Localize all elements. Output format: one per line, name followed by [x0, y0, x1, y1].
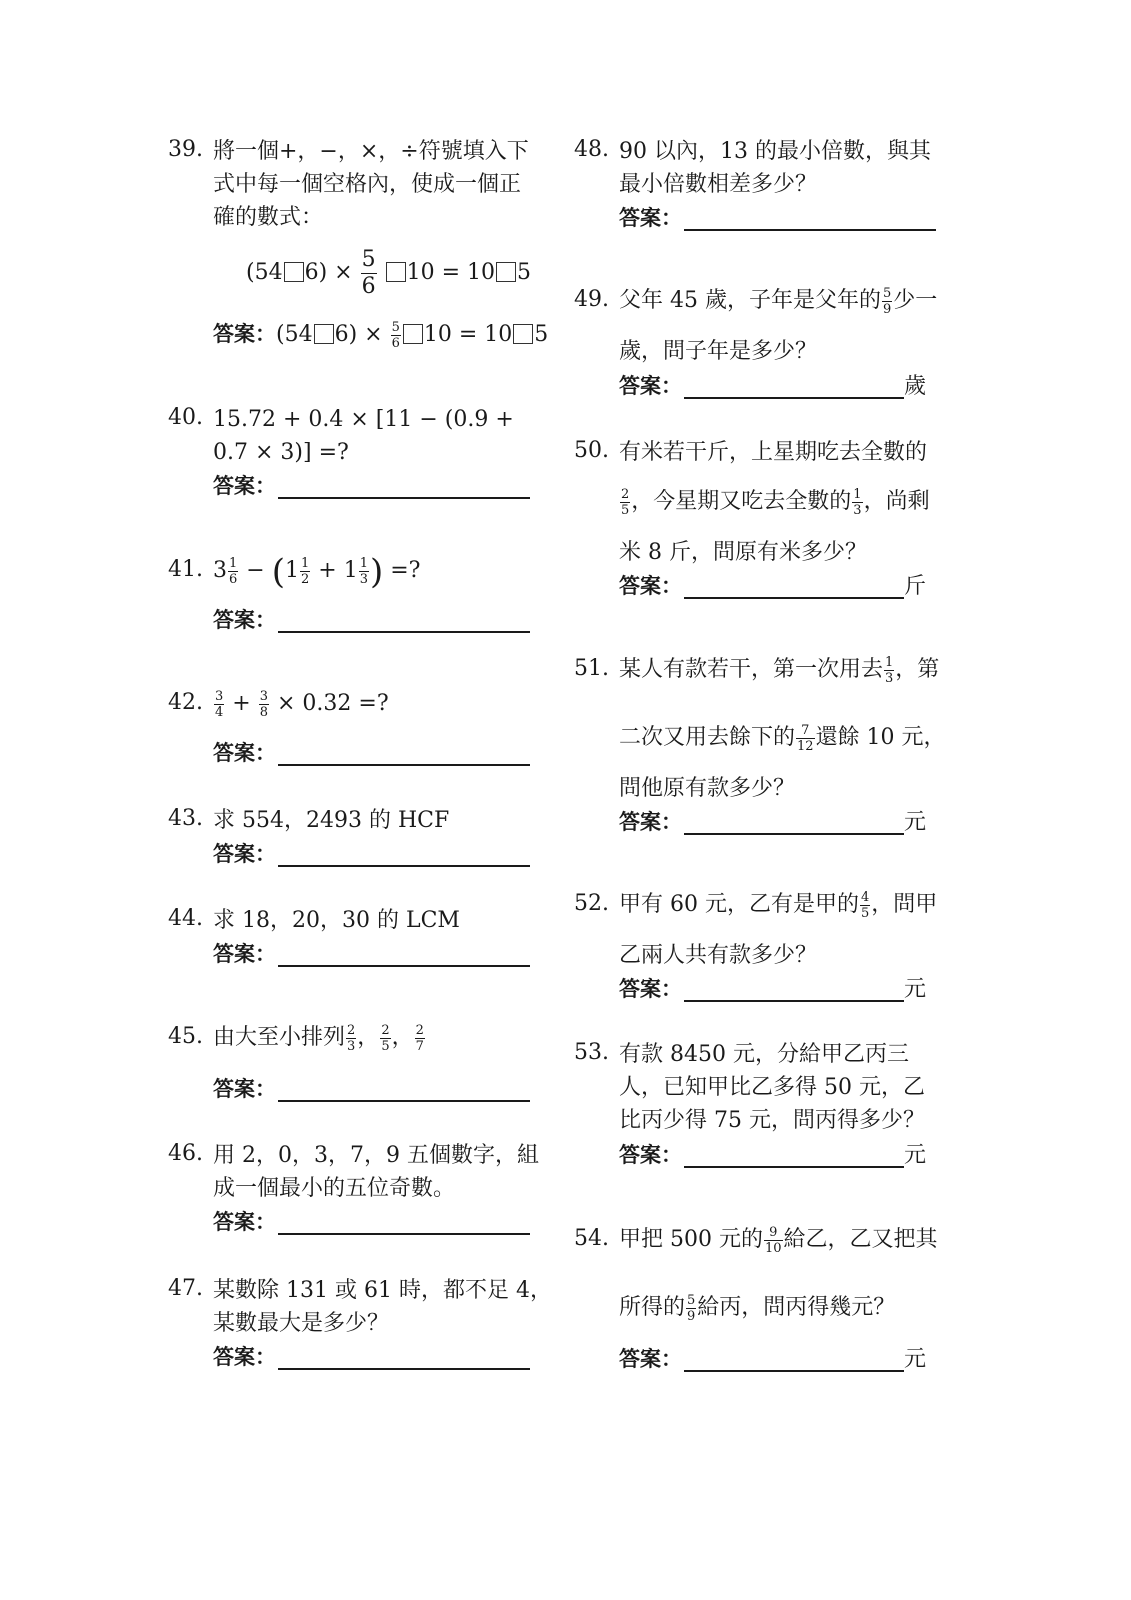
answer-row	[213, 605, 530, 636]
question-text: 求 554，2493 的 HCF	[213, 808, 450, 833]
fraction: $\frac{5}{9}$	[882, 285, 892, 317]
question-number: 42.	[168, 690, 203, 715]
answer-row: 答案：(54 6) × $\frac{5}{6}$ 10 = 10 5	[213, 319, 549, 351]
answer-label: 答案：	[619, 1347, 682, 1371]
answer-blank[interactable]	[684, 205, 936, 231]
question-text: 有米若干斤，上星期吃去全數的	[619, 440, 928, 465]
answer-unit: 歲	[904, 374, 927, 399]
fraction: $\frac{7}{12}$	[797, 722, 814, 754]
answer-blank[interactable]	[278, 607, 530, 633]
question-53	[574, 1040, 954, 1180]
question-text: 式中每一個空格內，使成一個正	[213, 172, 522, 197]
question-number: 53.	[574, 1040, 609, 1065]
question-number: 48.	[574, 137, 609, 162]
question-number: 51.	[574, 656, 609, 681]
blank-box	[386, 262, 406, 282]
answer-label: 答案：	[619, 206, 682, 230]
answer-row	[619, 1140, 926, 1171]
question-50	[574, 438, 954, 608]
fraction: $\frac{2}{5}$	[621, 486, 630, 518]
question-text: 二次又用去餘下的 $\frac{7}{12}$ 還餘 10 元，	[619, 722, 946, 754]
answer-blank[interactable]	[684, 1346, 904, 1372]
question-45	[168, 1024, 548, 1114]
answer-blank[interactable]	[278, 473, 530, 499]
question-text: 所得的 $\frac{5}{9}$ 給丙，問丙得幾元？	[619, 1292, 896, 1324]
blank-box	[284, 262, 304, 282]
answer-row	[213, 471, 530, 502]
fraction: $\frac{4}{5}$	[860, 889, 870, 921]
answer-row	[213, 1074, 530, 1105]
question-text: 乙兩人共有款多少？	[619, 943, 818, 968]
question-number: 50.	[574, 438, 609, 463]
question-text: 歲，問子年是多少？	[619, 339, 818, 364]
question-number: 43.	[168, 806, 203, 831]
answer-row	[213, 939, 530, 970]
question-text: 90 以內，13 的最小倍數，與其	[619, 139, 931, 164]
answer-label: 答案：	[213, 1345, 276, 1369]
answer-row	[213, 1342, 530, 1373]
answer-row	[213, 1207, 530, 1238]
answer-blank[interactable]	[278, 1209, 530, 1235]
question-number: 40.	[168, 405, 203, 430]
question-text: 甲有 60 元，乙有是甲的 $\frac{4}{5}$ ，問甲	[619, 889, 938, 921]
answer-row	[213, 839, 530, 870]
question-expression: $\frac{3}{4}$ + $\frac{3}{8}$ × 0.32 =?	[215, 688, 389, 720]
question-number: 54.	[574, 1226, 609, 1251]
answer-label: 答案：	[619, 374, 682, 398]
question-41	[168, 552, 548, 645]
answer-blank-box[interactable]	[513, 324, 533, 344]
answer-unit: 元	[904, 1143, 927, 1168]
answer-unit: 元	[904, 977, 927, 1002]
question-text: 父年 45 歲，子年是父年的 $\frac{5}{9}$ 少一	[619, 285, 938, 317]
question-text: 某數最大是多少？	[213, 1311, 390, 1336]
question-text: $\frac{2}{5}$ ，今星期又吃去全數的 $\frac{1}{3}$ ，尚剩	[621, 486, 930, 518]
answer-label: 答案：	[619, 810, 682, 834]
equation: (54 6) × $\frac{5}{6}$ 10 = 10 5	[246, 246, 532, 299]
answer-blank[interactable]	[278, 1344, 530, 1370]
answer-label: 答案：	[213, 322, 276, 346]
answer-blank[interactable]	[684, 1142, 904, 1168]
fraction: $\frac{2}{5}$	[381, 1022, 390, 1054]
answer-row	[619, 203, 936, 234]
answer-row	[619, 974, 926, 1005]
answer-label: 答案：	[213, 608, 276, 632]
question-47	[168, 1276, 552, 1376]
answer-row	[619, 571, 926, 602]
fraction: $\frac{2}{3}$	[347, 1022, 356, 1054]
answer-blank[interactable]	[278, 740, 530, 766]
answer-label: 答案：	[213, 474, 276, 498]
blank-box	[496, 262, 516, 282]
answer-label: 答案：	[619, 1143, 682, 1167]
question-text: 某數除 131 或 61 時，都不足 4，	[213, 1278, 552, 1303]
question-text: 0.7 × 3)] =?	[213, 440, 349, 465]
question-text: 比丙少得 75 元，問丙得多少？	[619, 1108, 925, 1133]
question-39	[168, 137, 548, 357]
answer-label: 答案：	[213, 1210, 276, 1234]
answer-row	[213, 738, 530, 769]
answer-row	[619, 807, 926, 838]
question-text: 求 18，20，30 的 LCM	[213, 908, 460, 933]
answer-row	[619, 1344, 926, 1375]
question-44	[168, 906, 548, 976]
fraction: $\frac{3}{4}$	[215, 688, 224, 720]
question-number: 49.	[574, 287, 609, 312]
fraction: $\frac{1}{3}$	[885, 654, 894, 686]
answer-blank[interactable]	[684, 373, 904, 399]
question-48	[574, 137, 954, 237]
question-42	[168, 688, 548, 778]
fraction: $\frac{2}{7}$	[415, 1022, 424, 1054]
question-number: 39.	[168, 137, 203, 162]
answer-blank[interactable]	[278, 941, 530, 967]
answer-label: 答案：	[213, 1077, 276, 1101]
question-number: 47.	[168, 1276, 203, 1301]
question-text: 問他原有款多少？	[619, 776, 796, 801]
question-text: 用 2，0，3，7，9 五個數字，組	[213, 1143, 539, 1168]
question-text: 成一個最小的五位奇數。	[213, 1176, 456, 1201]
question-40	[168, 405, 548, 505]
question-expression: 3 $\frac{1}{6}$ − (1 $\frac{1}{2}$ + 1 $\frac{1}{3}$ ) =?	[213, 552, 421, 592]
question-text: 米 8 斤，問原有米多少？	[619, 540, 867, 565]
question-text: 人，已知甲比乙多得 50 元，乙	[619, 1075, 925, 1100]
question-number: 41.	[168, 557, 203, 582]
fraction: $\frac{3}{8}$	[259, 688, 268, 720]
fraction: $\frac{5}{6}$	[361, 246, 376, 299]
answer-blank[interactable]	[278, 841, 530, 867]
fraction: $\frac{1}{2}$	[300, 555, 310, 587]
question-51	[574, 656, 954, 846]
answer-label: 答案：	[619, 574, 682, 598]
question-number: 44.	[168, 906, 203, 931]
answer-row	[619, 371, 926, 402]
answer-blank-box[interactable]	[314, 324, 334, 344]
question-text: 有款 8450 元，分給甲乙丙三	[619, 1042, 909, 1067]
question-text: 由大至小排列 $\frac{2}{3}$ ， $\frac{2}{5}$ ， $\frac{2}{7}$	[213, 1022, 424, 1054]
answer-label: 答案：	[213, 842, 276, 866]
question-text: 某人有款若干，第一次用去 $\frac{1}{3}$ ，第	[619, 654, 940, 686]
answer-unit: 元	[904, 1347, 927, 1372]
fraction: $\frac{1}{6}$	[229, 555, 238, 587]
answer-blank[interactable]	[684, 573, 904, 599]
question-43	[168, 806, 548, 876]
answer-unit: 元	[904, 810, 927, 835]
question-number: 45.	[168, 1024, 203, 1049]
question-text: 15.72 + 0.4 × [11 − (0.9 +	[213, 407, 514, 432]
answer-unit: 斤	[904, 574, 927, 599]
answer-label: 答案：	[213, 942, 276, 966]
question-text: 最小倍數相差多少？	[619, 172, 818, 197]
question-52	[574, 891, 954, 1011]
question-49	[574, 287, 954, 407]
answer-blank[interactable]	[278, 1076, 530, 1102]
fraction: $\frac{1}{3}$	[359, 555, 368, 587]
answer-label: 答案：	[619, 977, 682, 1001]
question-number: 46.	[168, 1141, 203, 1166]
question-number: 52.	[574, 891, 609, 916]
fraction: $\frac{1}{3}$	[853, 486, 862, 518]
answer-blank[interactable]	[684, 976, 904, 1002]
answer-label: 答案：	[213, 741, 276, 765]
question-text: 甲把 500 元的 $\frac{9}{10}$ 給乙，乙又把其	[619, 1224, 938, 1256]
question-text: 將一個+，−，×，÷符號填入下	[213, 139, 529, 164]
question-46	[168, 1141, 548, 1241]
question-text: 確的數式：	[213, 205, 324, 230]
question-54	[574, 1226, 954, 1386]
answer-blank-box[interactable]	[403, 324, 423, 344]
fraction: $\frac{5}{6}$	[391, 319, 400, 351]
answer-blank[interactable]	[684, 809, 904, 835]
fraction: $\frac{9}{10}$	[764, 1224, 782, 1256]
fraction: $\frac{5}{9}$	[687, 1292, 696, 1324]
